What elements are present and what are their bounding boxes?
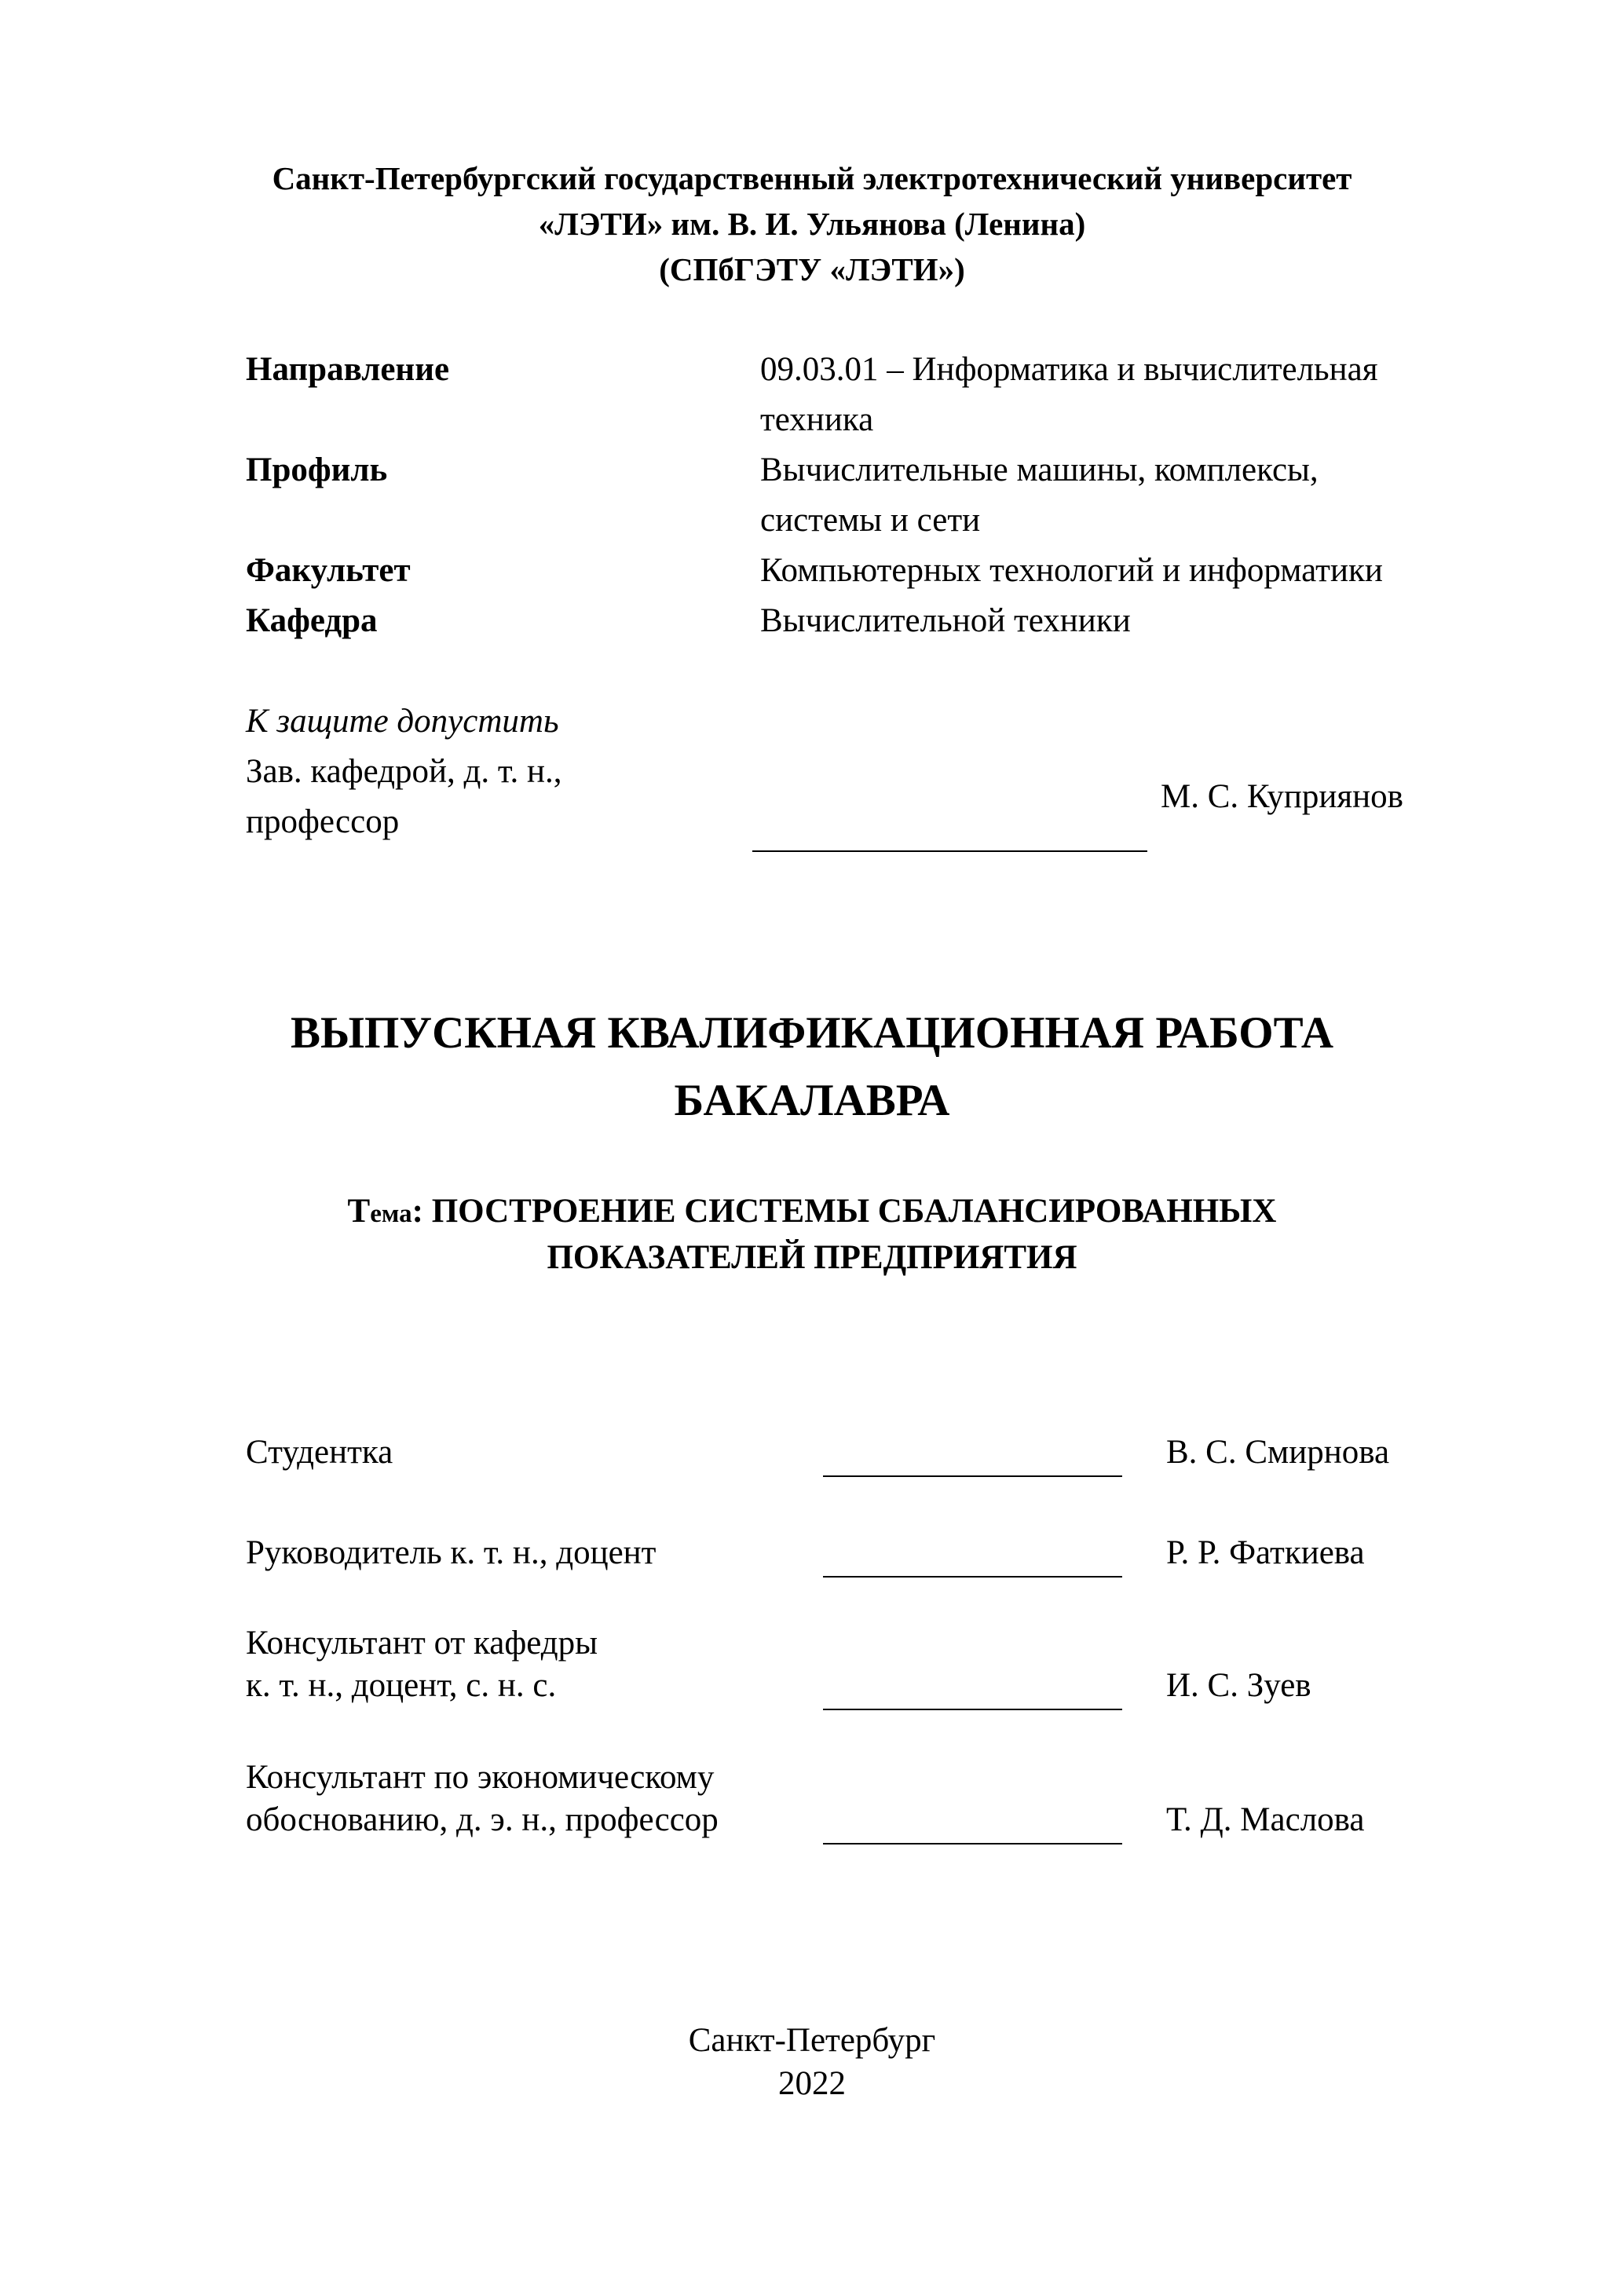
department-label: Кафедра: [246, 602, 378, 639]
direction-label: Направление: [246, 351, 450, 388]
document-title-line1: ВЫПУСКНАЯ КВАЛИФИКАЦИОННАЯ РАБОТА: [290, 1008, 1333, 1058]
department-value: Вычислительной техники: [760, 602, 1131, 639]
topic-label-initial: Т: [347, 1193, 371, 1230]
direction-value-line2: техника: [760, 401, 874, 438]
university-abbreviation: (СПбГЭТУ «ЛЭТИ»): [659, 251, 965, 287]
dept-consultant-name: И. С. Зуев: [1166, 1667, 1311, 1704]
profile-value-line1: Вычислительные машины, комплексы,: [760, 452, 1319, 488]
econ-consultant-role-line1: Консультант по экономическому: [246, 1759, 715, 1796]
approval-role-line1: Зав. кафедрой, д. т. н.,: [246, 753, 562, 790]
topic-line1: [0, 1186, 1624, 1239]
supervisor-role: Руководитель к. т. н., доцент: [246, 1534, 657, 1571]
topic-label-colon: :: [411, 1193, 423, 1230]
university-name: Санкт-Петербургский государственный электротехнический университет: [272, 160, 1352, 196]
topic-text-line1: ПОСТРОЕНИЕ СИСТЕМЫ СБАЛАНСИРОВАННЫХ: [431, 1193, 1277, 1230]
profile-value-line2: системы и сети: [760, 502, 981, 539]
approval-name: М. С. Куприянов: [1161, 778, 1403, 815]
student-signature-line: [823, 1475, 1122, 1477]
dept-consultant-signature-line: [823, 1709, 1122, 1710]
approval-role-line2: профессор: [246, 803, 400, 840]
econ-consultant-role-line2: обоснованию, д. э. н., профессор: [246, 1801, 719, 1838]
approval-heading: К защите допустить: [246, 703, 559, 740]
profile-label: Профиль: [246, 452, 388, 488]
dept-consultant-role-line1: Консультант от кафедры: [246, 1625, 598, 1662]
supervisor-signature-line: [823, 1576, 1122, 1578]
footer-city: Санкт-Петербург: [688, 2022, 936, 2059]
econ-consultant-signature-line: [823, 1843, 1122, 1844]
direction-value-line1: 09.03.01 – Информатика и вычислительная: [760, 351, 1378, 388]
topic-text-line2: ПОКАЗАТЕЛЕЙ ПРЕДПРИЯТИЯ: [547, 1239, 1077, 1276]
supervisor-name: Р. Р. Фаткиева: [1166, 1534, 1365, 1571]
faculty-label: Факультет: [246, 552, 411, 589]
document-title-line2: БАКАЛАВРА: [674, 1076, 950, 1125]
student-name: В. С. Смирнова: [1166, 1434, 1390, 1471]
student-role: Студентка: [246, 1434, 393, 1471]
footer-year: 2022: [778, 2065, 846, 2102]
topic-label-rest: ема: [370, 1200, 412, 1228]
faculty-value: Компьютерных технологий и информатики: [760, 552, 1383, 589]
dept-consultant-role-line2: к. т. н., доцент, с. н. с.: [246, 1667, 557, 1704]
university-short-name: «ЛЭТИ» им. В. И. Ульянова (Ленина): [538, 206, 1086, 242]
approval-signature-line: [752, 850, 1147, 852]
econ-consultant-name: Т. Д. Маслова: [1166, 1801, 1365, 1838]
